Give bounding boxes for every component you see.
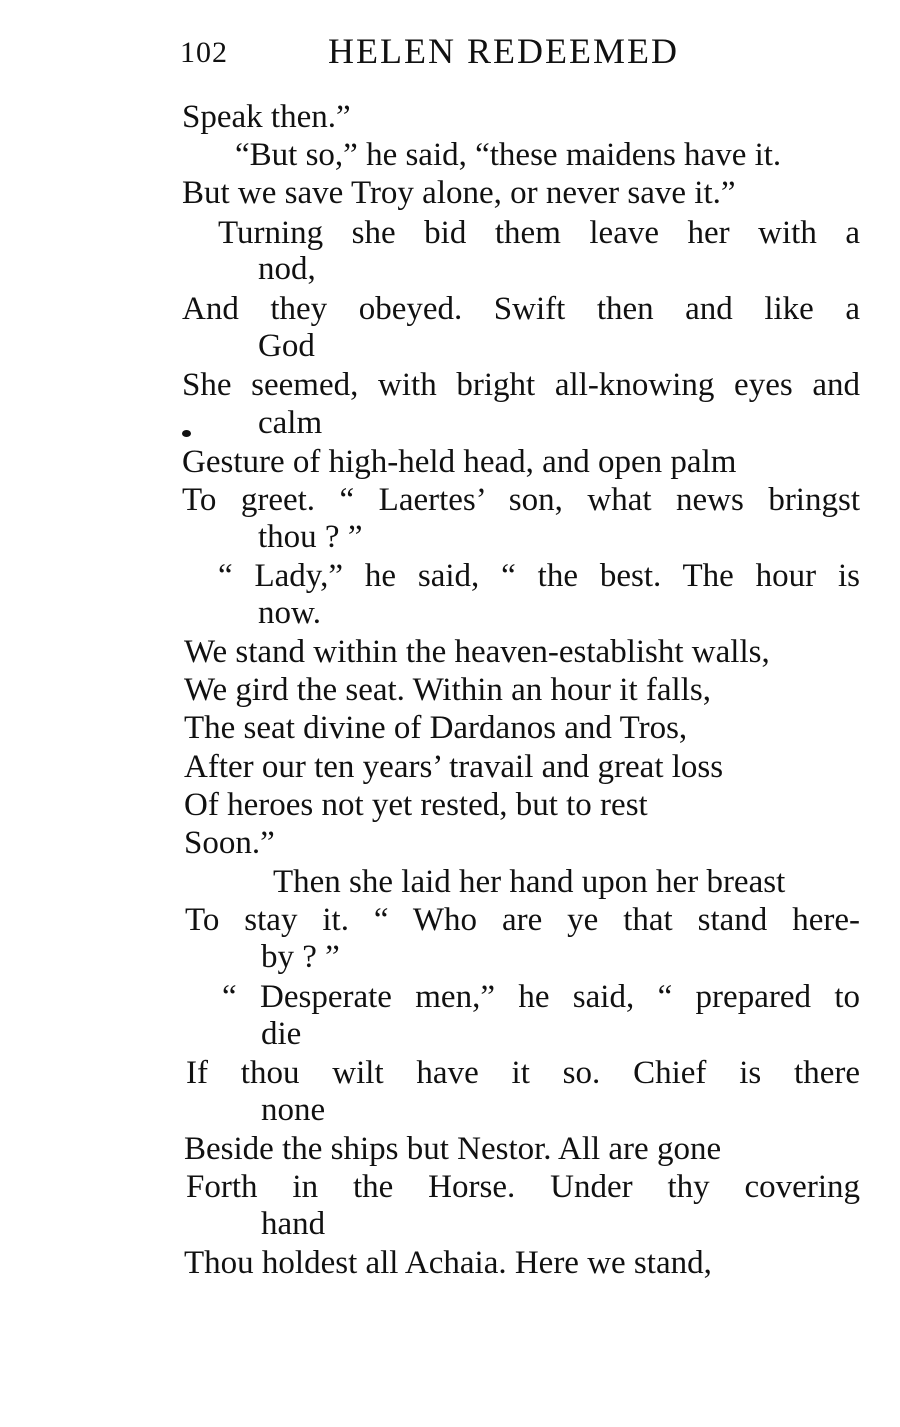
poem-line: Gesture of high-held head, and open palm bbox=[182, 444, 737, 480]
poem-line-continuation: none bbox=[261, 1092, 326, 1128]
poem-line-continuation: calm bbox=[258, 405, 323, 441]
poem-line: Beside the ships but Nestor. All are gone bbox=[184, 1131, 722, 1167]
poem-line: Turning she bid them leave her with a bbox=[218, 215, 860, 251]
poem-line-continuation: nod, bbox=[258, 251, 316, 287]
poem-line: To stay it. “ Who are ye that stand here- bbox=[185, 902, 860, 938]
poem-line: If thou wilt have it so. Chief is there bbox=[186, 1055, 860, 1091]
poem-line-continuation: thou ? ” bbox=[258, 519, 363, 555]
poem-line: Soon.” bbox=[184, 825, 275, 861]
poem-line-continuation: God bbox=[258, 328, 315, 364]
page-number: 102 bbox=[180, 36, 228, 69]
poem-line: “But so,” he said, “these maidens have it. bbox=[235, 137, 782, 173]
poem-line: Thou holdest all Achaia. Here we stand, bbox=[184, 1245, 712, 1281]
poem-line: And they obeyed. Swift then and like a bbox=[182, 291, 860, 327]
poem-line: After our ten years’ travail and great loss bbox=[184, 749, 724, 785]
poem-line: We stand within the heaven-establisht walls, bbox=[184, 634, 770, 670]
poem-line-continuation: by ? ” bbox=[261, 939, 340, 975]
poem-line: Forth in the Horse. Under thy covering bbox=[186, 1169, 860, 1205]
page-header bbox=[180, 30, 860, 78]
poem-line: “ Lady,” he said, “ the best. The hour is bbox=[218, 558, 860, 594]
poem-line: But we save Troy alone, or never save it.” bbox=[182, 175, 736, 211]
poem-line: “ Desperate men,” he said, “ prepared to bbox=[222, 979, 860, 1015]
poem-line: She seemed, with bright all-knowing eyes and bbox=[182, 367, 860, 403]
poem-line-continuation: hand bbox=[261, 1206, 326, 1242]
poem-line-continuation: now. bbox=[258, 595, 321, 631]
poem-line: We gird the seat. Within an hour it falls, bbox=[184, 672, 711, 708]
poem-line: The seat divine of Dardanos and Tros, bbox=[184, 710, 688, 746]
running-title: HELEN REDEEMED bbox=[328, 31, 679, 71]
poem-line-continuation: die bbox=[261, 1016, 302, 1052]
poem-line: Speak then.” bbox=[182, 99, 351, 135]
stray-ink-mark bbox=[182, 430, 191, 437]
poem-line: To greet. “ Laertes’ son, what news bringst bbox=[182, 482, 860, 518]
poem-line: Then she laid her hand upon her breast bbox=[273, 864, 786, 900]
poem-line: Of heroes not yet rested, but to rest bbox=[184, 787, 648, 823]
